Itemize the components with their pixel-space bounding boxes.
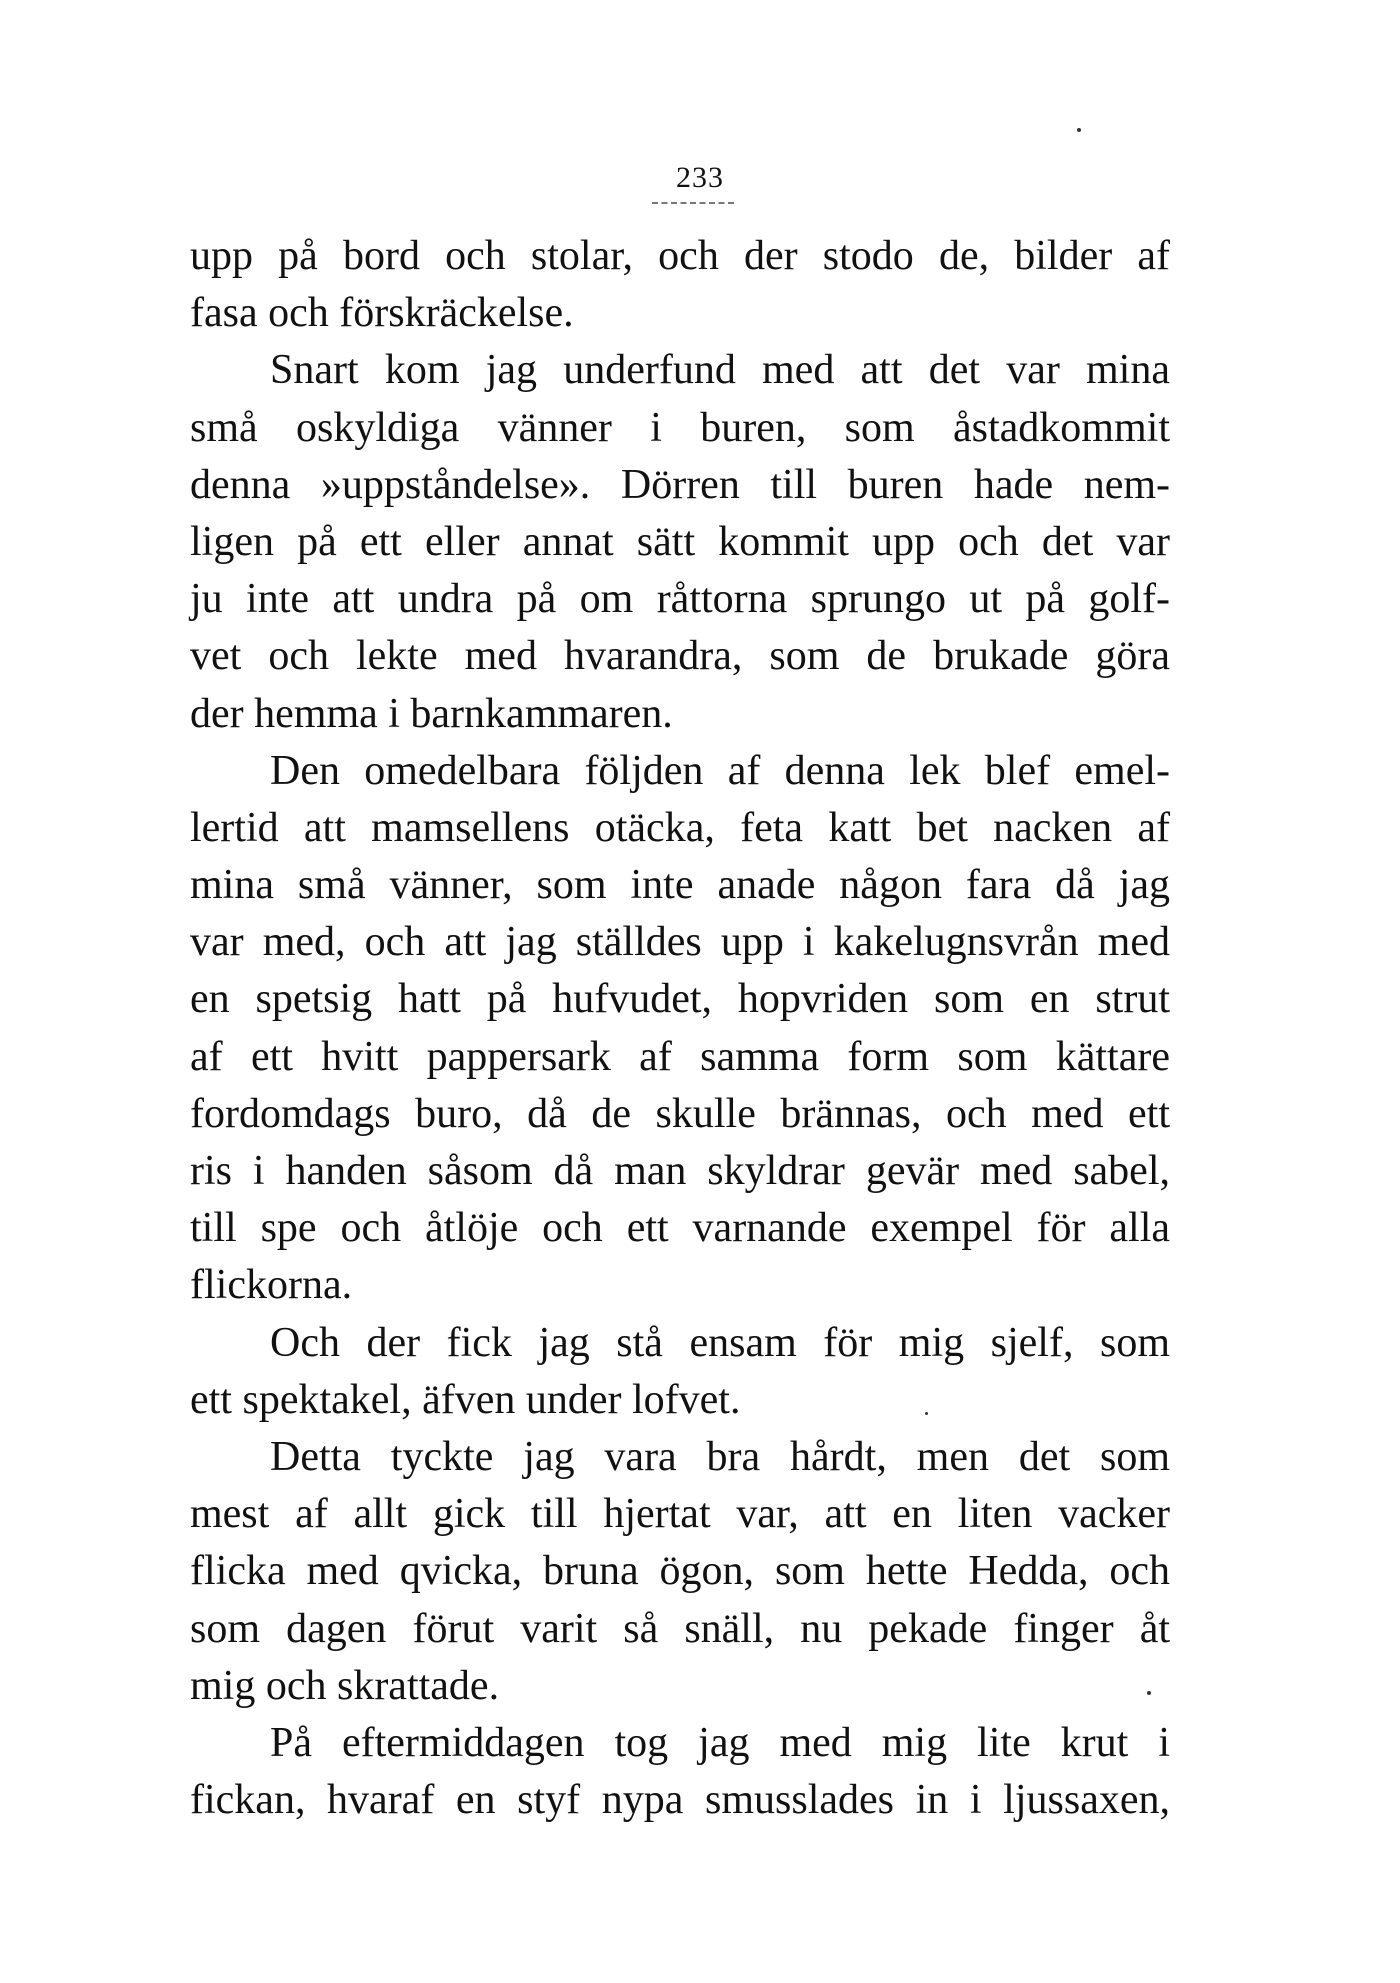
paper-speck <box>1077 128 1081 132</box>
text-line: till spe och åtlöje och ett varnande exempel för alla <box>190 1205 1170 1252</box>
text-line: ett spektakel, äfven under lofvet. <box>190 1376 741 1423</box>
text-line: upp på bord och stolar, och der stodo de, bilder af <box>190 233 1170 279</box>
text-line: mina små vänner, som inte anade någon fara då jag <box>190 862 1170 909</box>
paper-speck <box>925 1412 928 1415</box>
text-line: små oskyldiga vänner i buren, som åstadkommit <box>190 404 1170 451</box>
body-text <box>190 228 1170 1829</box>
page-number-rule <box>652 202 734 204</box>
text-line: ju inte att undra på om råttorna sprungo ut på golf- <box>190 576 1170 623</box>
text-line: som dagen förut varit så snäll, nu pekade finger åt <box>190 1605 1170 1652</box>
text-line: fickan, hvaraf en styf nypa smusslades in i ljussaxen, <box>190 1777 1170 1824</box>
page-number: 233 <box>676 161 724 194</box>
text-line: ligen på ett eller annat sätt kommit upp och det var <box>190 518 1170 565</box>
text-line: fasa och förskräckelse. <box>190 290 574 337</box>
text-line: af ett hvitt pappersark af samma form som kättare <box>190 1033 1170 1080</box>
text-line: Snart kom jag underfund med att det var mina <box>270 347 1170 394</box>
text-line: der hemma i barnkammaren. <box>190 690 673 737</box>
text-line: fordomdags buro, då de skulle brännas, och med ett <box>190 1090 1170 1137</box>
text-line: lertid att mamsellens otäcka, feta katt bet nacken af <box>190 804 1170 851</box>
text-line: Den omedelbara följden af denna lek blef emel- <box>270 747 1170 794</box>
text-line: denna »uppståndelse». Dörren till buren hade nem- <box>190 461 1170 508</box>
text-line: Och der fick jag stå ensam för mig sjelf, som <box>270 1319 1170 1366</box>
text-line: flickorna. <box>190 1262 353 1309</box>
text-line: mig och skrattade. <box>190 1662 500 1709</box>
text-line: mest af allt gick till hjertat var, att en liten vacker <box>190 1491 1170 1538</box>
text-line: en spetsig hatt på hufvudet, hopvriden som en strut <box>190 976 1170 1023</box>
text-line: vet och lekte med hvarandra, som de brukade göra <box>190 633 1170 680</box>
paper-speck <box>1147 1691 1151 1695</box>
text-line: På eftermiddagen tog jag med mig lite krut i <box>270 1719 1170 1766</box>
text-line: Detta tyckte jag vara bra hårdt, men det som <box>270 1433 1170 1480</box>
text-line: var med, och att jag ställdes upp i kakelugnsvrån med <box>190 919 1170 966</box>
text-line: ris i handen såsom då man skyldrar gevär med sabel, <box>190 1148 1170 1194</box>
text-line: flicka med qvicka, bruna ögon, som hette Hedda, och <box>190 1548 1170 1595</box>
